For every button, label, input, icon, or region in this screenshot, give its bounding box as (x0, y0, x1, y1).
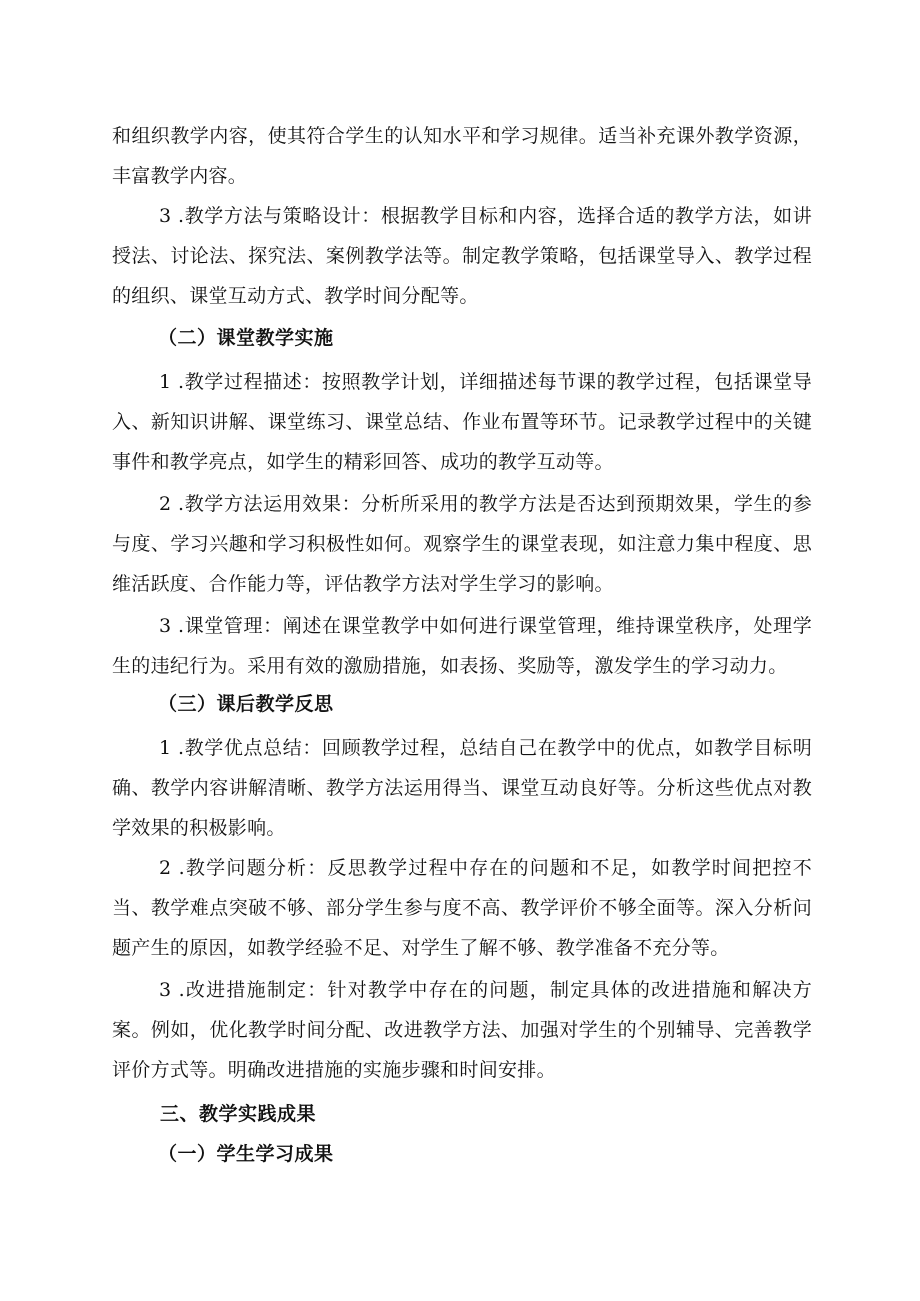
paragraph-teaching-content: 和组织教学内容，使其符合学生的认知水平和学习规律。适当补充课外教学资源，丰富教学内容。 (112, 125, 812, 187)
paragraph-improvement-measures: 3 .改进措施制定：针对教学中存在的问题，制定具体的改进措施和解决方案。例如，优化教学时间分配、改进教学方法、加强对学生的个别辅导、完善教学评价方式等。明确改进措施的实施步骤和时间安排。 (112, 979, 812, 1081)
paragraph-teaching-process: 1 .教学过程描述：按照教学计划，详细描述每节课的教学过程，包括课堂导入、新知识讲解、课堂练习、课堂总结、作业布置等环节。记录教学过程中的关键事件和教学亮点，如学生的精彩回答、成功的教学互动等。 (112, 371, 812, 473)
heading-classroom-implementation: （二）课堂教学实施 (158, 327, 334, 349)
heading-student-learning-results: （一）学生学习成果 (158, 1143, 334, 1165)
heading-after-class-reflection: （三）课后教学反思 (158, 693, 334, 715)
paragraph-method-design: 3 .教学方法与策略设计：根据教学目标和内容，选择合适的教学方法，如讲授法、讨论法、探究法、案例教学法等。制定教学策略，包括课堂导入、教学过程的组织、课堂互动方式、教学时间分配等。 (112, 205, 812, 307)
paragraph-method-effect: 2 .教学方法运用效果：分析所采用的教学方法是否达到预期效果，学生的参与度、学习兴趣和学习积极性如何。观察学生的课堂表现，如注意力集中程度、思维活跃度、合作能力等，评估教学方法对学生学习的影响。 (112, 493, 812, 595)
heading-practice-results: 三、教学实践成果 (160, 1103, 317, 1125)
paragraph-classroom-management: 3 .课堂管理：阐述在课堂教学中如何进行课堂管理，维持课堂秩序，处理学生的违纪行为。采用有效的激励措施，如表扬、奖励等，激发学生的学习动力。 (112, 615, 812, 677)
paragraph-problem-analysis: 2 .教学问题分析：反思教学过程中存在的问题和不足，如教学时间把控不当、教学难点突破不够、部分学生参与度不高、教学评价不够全面等。深入分析问题产生的原因，如教学经验不足、对学生了解不够、教学准备不充分等。 (112, 857, 812, 959)
paragraph-teaching-strengths: 1 .教学优点总结：回顾教学过程，总结自己在教学中的优点，如教学目标明确、教学内容讲解清晰、教学方法运用得当、课堂互动良好等。分析这些优点对教学效果的积极影响。 (112, 737, 812, 839)
